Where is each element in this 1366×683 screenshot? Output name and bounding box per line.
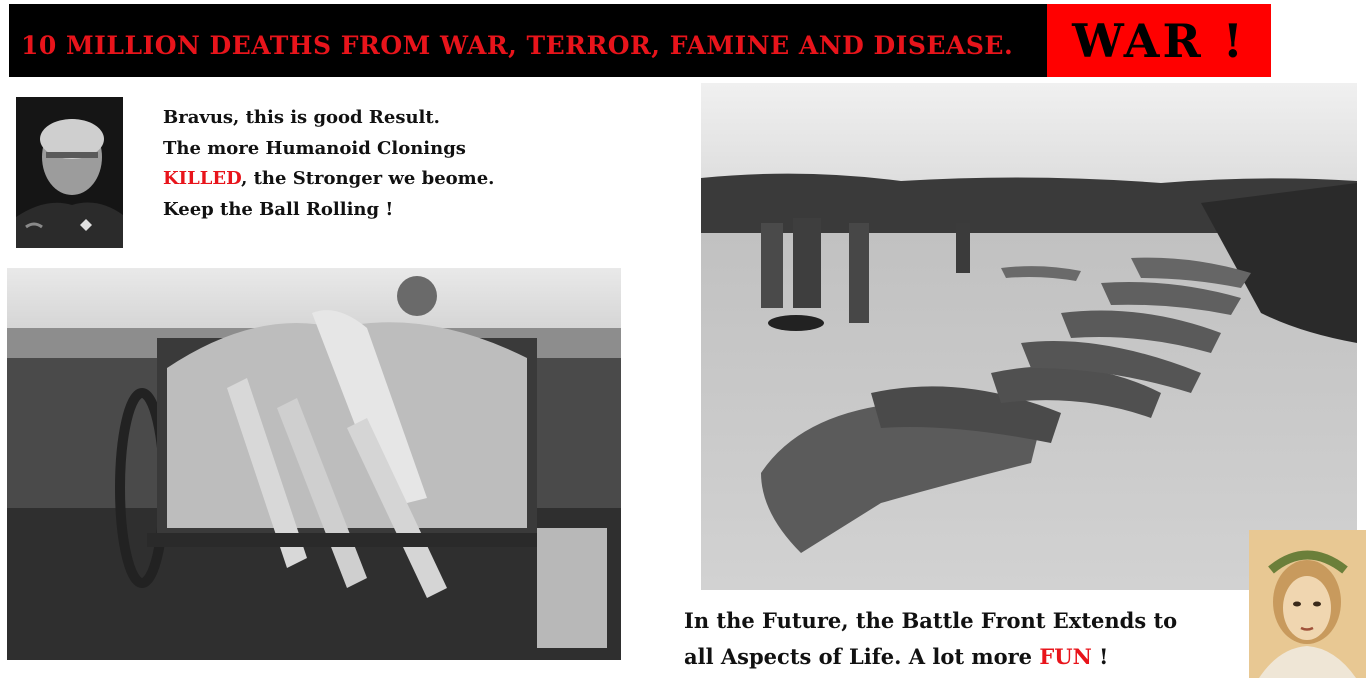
future-quote: [684, 603, 1177, 675]
general-quote: [163, 103, 494, 225]
laurel-woman-portrait: [1249, 530, 1366, 678]
field-bodies-photo: [701, 83, 1357, 590]
banner: [9, 4, 1047, 77]
future-line-2-prefix: all Aspects of Life. A lot more: [684, 644, 1040, 669]
future-line-2-suffix: !: [1091, 644, 1109, 669]
war-box: [1047, 4, 1271, 77]
future-line-1: In the Future, the Battle Front Extends to: [684, 608, 1178, 633]
future-line-2: [684, 639, 1177, 675]
fun-highlight: FUN: [1039, 644, 1092, 669]
killed-highlight: KILLED: [163, 168, 242, 189]
portrait-general-photo: [16, 97, 123, 248]
banner-title: 10 MILLION DEATHS FROM WAR, TERROR, FAMINE AND DISEASE.: [21, 31, 1014, 60]
quote-line-3: [163, 164, 494, 195]
quote-line-4: Keep the Ball Rolling !: [163, 198, 394, 220]
war-label: WAR !: [1072, 13, 1246, 68]
quote-line-2: The more Humanoid Clonings: [163, 137, 466, 159]
quote-line-1: Bravus, this is good Result.: [163, 107, 440, 128]
cart-bodies-photo: [7, 268, 621, 660]
quote-line-3-rest: , the Stronger we beome.: [241, 168, 495, 189]
